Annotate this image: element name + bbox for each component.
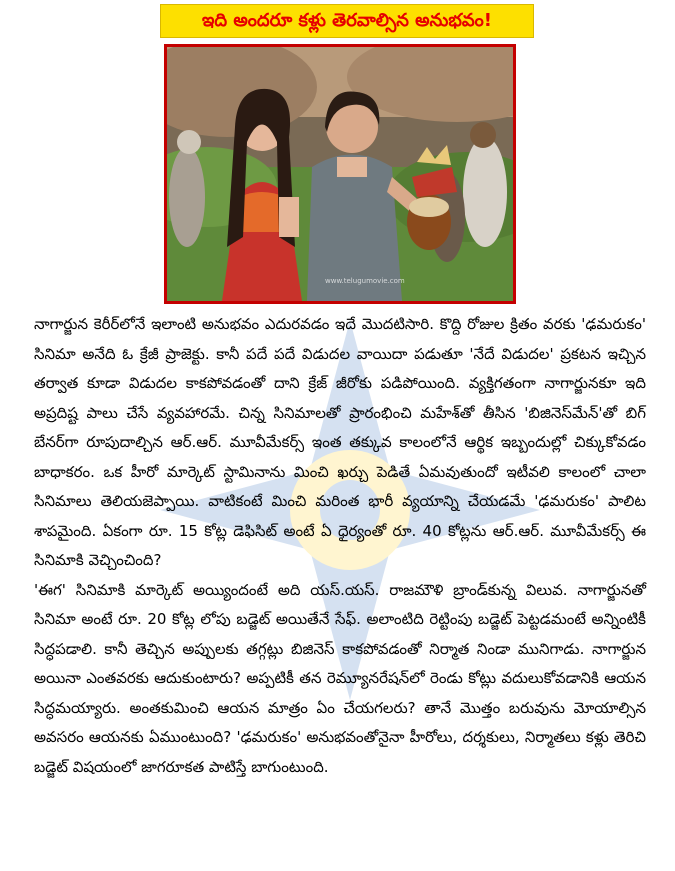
svg-text:www.telugumovie.com: www.telugumovie.com — [325, 277, 405, 285]
article-paragraph: నాగార్జున కెరీర్‌లోనే ఇలాంటి అనుభవం ఎదురవడం ఇదే మొదటిసారి. కొద్ది రోజుల క్రితం వరకు 'ఢమరుకం' సినిమా అనేది ఓ క్రేజీ ప్రాజెక్టు. కానీ పదే పదే విడుదల వాయిదా పడుతూ 'నేదే విడుదల' ప్రకటన ఇచ్చిన తర్వాత కూడా విడుదల కాకపోవడంతో దాని క్రేజ్ జీరోకు పడిపోయింది. వ్యక్తిగతంగా నాగార్జునకూ ఇది అప్రదిష్ట పాలు చేసే వ్యవహారమే. చిన్న సినిమాలతో ప్రారంభించి మహేశ్‌తో తీసిన 'బిజినెస్‌మేన్'తో బిగ్ బేనర్‌గా రూపుదాల్చిన ఆర్.ఆర్. మూవీమేకర్స్ ఇంత తక్కువ కాలంలోనే ఆర్థిక ఇబ్బందుల్లో చిక్కుకోవడం బాధాకరం. ఒక హీరో మార్కెట్ స్టామినాను మించి ఖర్చు పెడితే ఏమవుతుందో ఇటీవలి కాలంలో చాలా సినిమాలు తెలియజెప్పాయి. వాటికంటే మించి మరింత భారీ వ్యయాన్ని చేయడమే 'ఢమరుకం' పాలిట శాపమైంది. ఏకంగా రూ. 15 కోట్ల డెఫిసిట్ అంటే ఏ ధైర్యంతో రూ. 40 కోట్లను ఆర్.ఆర్. మూవీమేకర్స్ ఈ సినిమాకి వెచ్చించింది? — [34, 315, 646, 569]
movie-still-illustration — [167, 47, 513, 301]
article-headline: ఇది అందరూ కళ్లు తెరవాల్సిన అనుభవం! — [160, 4, 534, 38]
article-body — [34, 310, 646, 782]
article-paragraph: 'ఈగ' సినిమాకి మార్కెట్ అయ్యిందంటే అది యస్.యస్. రాజమౌళి బ్రాండ్‌కున్న విలువ. నాగార్జునతో సినిమా అంటే రూ. 20 కోట్ల లోపు బడ్జెట్ అయితేనే సేఫ్. అలాంటిది రెట్టింపు బడ్జెట్ పెట్టడమంటే అన్నింటికీ సిద్ధపడాలి. కానీ తెచ్చిన అప్పులకు తగ్గట్లు బిజినెస్ కాకపోవడంతో నిర్మాత నిండా మునిగాడు. నాగార్జున అయినా ఎంతవరకు ఆదుకుంటారు? అప్పటికీ తన రెమ్యూనరేషన్‌లో రెండు కోట్లు వదులుకోవడానికి ఆయన సిద్ధమయ్యారు. అంతకుమించి ఆయన మాత్రం ఏం చేయగలరు? తానే మొత్తం బరువును మోయాల్సిన అవసరం ఆయనకు ఏముంటుంది? 'ఢమరుకం' అనుభవంతోనైనా హీరోలు, దర్శకులు, నిర్మాతలు కళ్లు తెరిచి బడ్జెట్ విషయంలో జాగరూకత పాటిస్తే బాగుంటుంది. — [34, 580, 646, 776]
movie-still-image — [164, 44, 516, 304]
